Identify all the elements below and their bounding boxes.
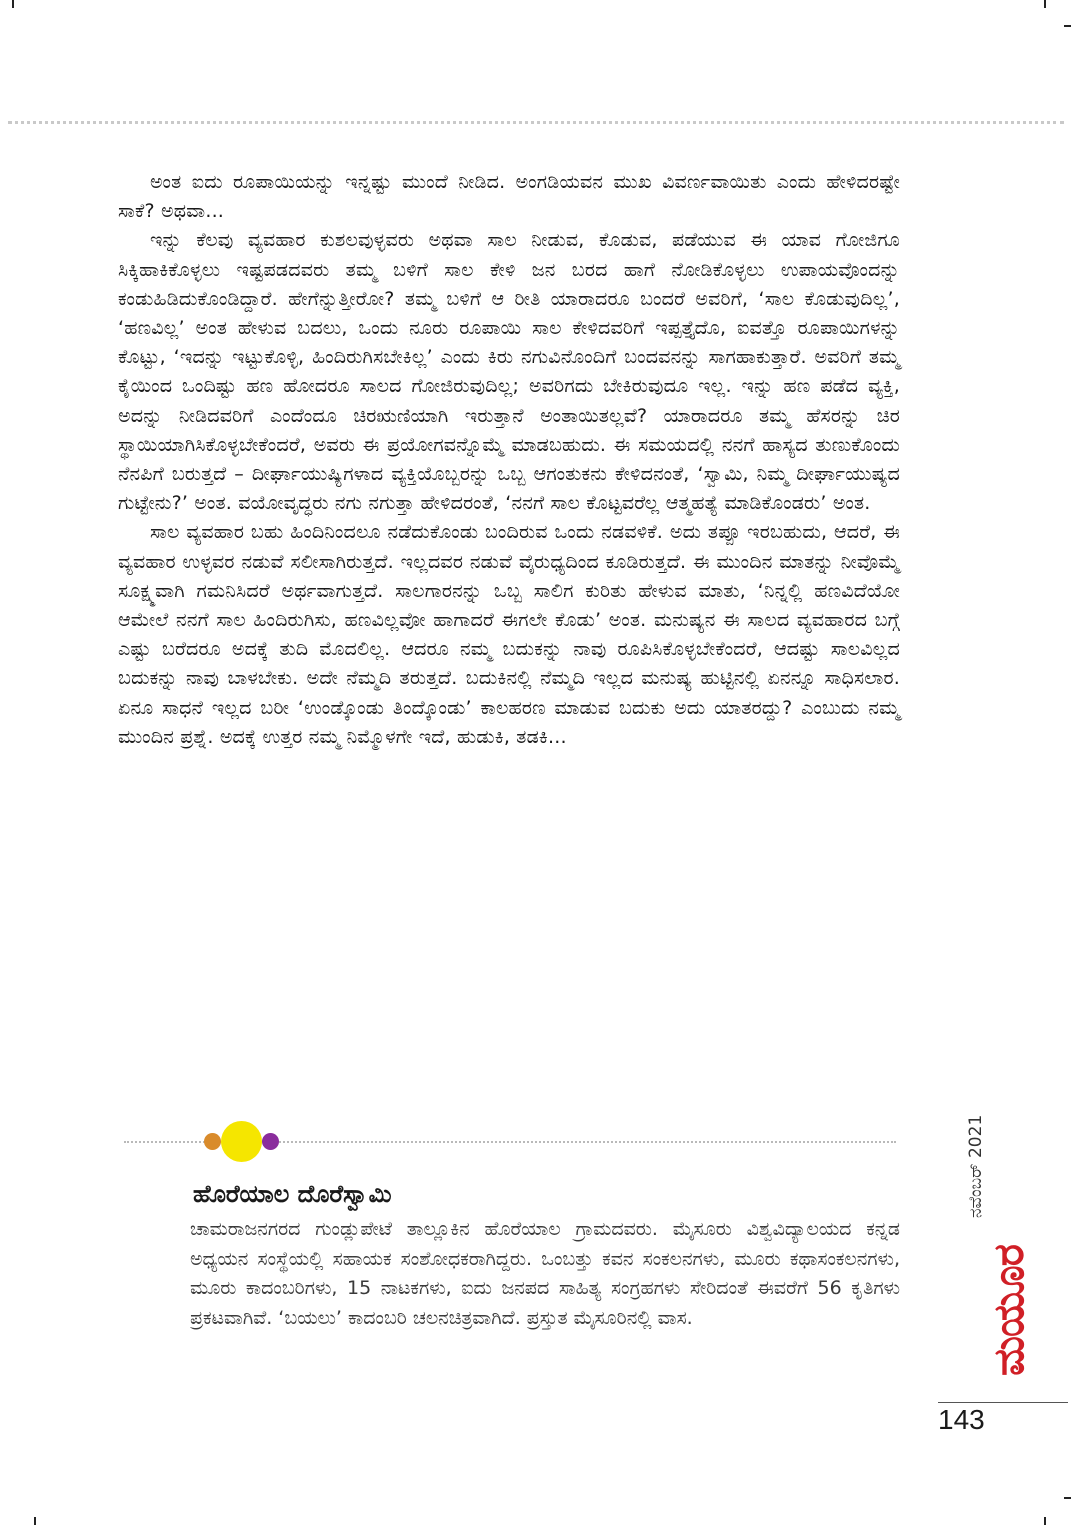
header-dotted-rule [8,121,1064,124]
issue-date: ನವೆಂಬರ್ 2021 [966,1114,986,1218]
orange-dot-ornament [204,1133,221,1150]
page-number: 143 [938,1404,985,1435]
purple-dot-ornament [262,1133,279,1150]
crop-mark-right-lower [1064,1497,1071,1499]
crop-mark-bottom-left [34,1517,36,1525]
author-name: ಹೊರೆಯಾಲ ದೊರೆಸ್ವಾಮಿ [193,1180,392,1208]
page-number-rule [938,1402,1068,1403]
article-paragraph: ಇನ್ನು ಕೆಲವು ವ್ಯವಹಾರ ಕುಶಲವುಳ್ಳವರು ಅಥವಾ ಸಾಲ ನೀಡುವ, ಕೊಡುವ, ಪಡೆಯುವ ಈ ಯಾವ ಗೋಜಿಗೂ ಸಿಕ್ಕಿಹಾಕಿಕೊಳ್ಳಲು ಇಷ್ಟಪಡದವರು ತಮ್ಮ ಬಳಿಗೆ ಸಾಲ ಕೇಳಿ ಜನ ಬರದ ಹಾಗೆ ನೋಡಿಕೊಳ್ಳಲು ಉಪಾಯವೊಂದನ್ನು ಕಂಡುಹಿಡಿದುಕೊಂಡಿದ್ದಾರೆ. ಹೇಗೆನ್ನುತ್ತೀರೋ? ತಮ್ಮ ಬಳಿಗೆ ಆ ರೀತಿ ಯಾರಾದರೂ ಬಂದರೆ ಅವರಿಗೆ, ‘ಸಾಲ ಕೊಡುವುದಿಲ್ಲ’, ‘ಹಣವಿಲ್ಲ’ ಅಂತ ಹೇಳುವ ಬದಲು, ಒಂದು ನೂರು ರೂಪಾಯಿ ಸಾಲ ಕೇಳಿದವರಿಗೆ ಇಪ್ಪತ್ತೈದೊ, ಐವತ್ತೊ ರೂಪಾಯಿಗಳನ್ನು ಕೊಟ್ಟು, ‘ಇದನ್ನು ಇಟ್ಟುಕೊಳ್ಳಿ, ಹಿಂದಿರುಗಿಸಬೇಕಿಲ್ಲ’ ಎಂದು ಕಿರು ನಗುವಿನೊಂದಿಗೆ ಬಂದವನನ್ನು ಸಾಗಹಾಕುತ್ತಾರೆ. ಅವರಿಗೆ ತಮ್ಮ ಕೈಯಿಂದ ಒಂದಿಷ್ಟು ಹಣ ಹೋದರೂ ಸಾಲದ ಗೋಜಿರುವುದಿಲ್ಲ; ಅವರಿಗದು ಬೇಕಿರುವುದೂ ಇಲ್ಲ. ಇನ್ನು ಹಣ ಪಡೆದ ವ್ಯಕ್ತಿ, ಅದನ್ನು ನೀಡಿದವರಿಗೆ ಎಂದೆಂದೂ ಚಿರಋಣಿಯಾಗಿ ಇರುತ್ತಾನೆ ಅಂತಾಯಿತಲ್ಲವೆ? ಯಾರಾದರೂ ತಮ್ಮ ಹೆಸರನ್ನು ಚಿರ ಸ್ಥಾಯಿಯಾಗಿಸಿಕೊಳ್ಳಬೇಕೆಂದರೆ, ಅವರು ಈ ಪ್ರಯೋಗವನ್ನೊಮ್ಮೆ ಮಾಡಬಹುದು. ಈ ಸಮಯದಲ್ಲಿ ನನಗೆ ಹಾಸ್ಯದ ತುಣುಕೊಂದು ನೆನಪಿಗೆ ಬರುತ್ತದೆ – ದೀರ್ಘಾಯುಷ್ಯಿಗಳಾದ ವ್ಯಕ್ತಿಯೊಬ್ಬರನ್ನು ಒಬ್ಬ ಆಗಂತುಕನು ಕೇಳಿದನಂತೆ, ‘ಸ್ವಾಮಿ, ನಿಮ್ಮ ದೀರ್ಘಾಯುಷ್ಯದ ಗುಟ್ಟೇನು?’ ಅಂತ. ವಯೋವೃದ್ಧರು ನಗು ನಗುತ್ತಾ ಹೇಳಿದರಂತೆ, ‘ನನಗೆ ಸಾಲ ಕೊಟ್ಟವರೆಲ್ಲ ಆತ್ಮಹತ್ಯೆ ಮಾಡಿಕೊಂಡರು’ ಅಂತ. [118,229,900,515]
yellow-dot-ornament [221,1121,262,1162]
article-paragraph: ಅಂತ ಐದು ರೂಪಾಯಿಯನ್ನು ಇನ್ನಷ್ಟು ಮುಂದೆ ನೀಡಿದ. ಅಂಗಡಿಯವನ ಮುಖ ವಿವರ್ಣವಾಯಿತು ಎಂದು ಹೇಳಿದರಷ್ಟೇ ಸಾಕೆ? ಅಥವಾ... [118,171,900,223]
crop-mark-bottom-right [1044,1517,1046,1525]
magazine-logo: ಮಯೂರ [984,1245,1033,1376]
crop-mark-right-upper [1064,25,1071,27]
article-paragraph: ಸಾಲ ವ್ಯವಹಾರ ಬಹು ಹಿಂದಿನಿಂದಲೂ ನಡೆದುಕೊಂಡು ಬಂದಿರುವ ಒಂದು ನಡವಳಿಕೆ. ಅದು ತಪ್ಪೂ ಇರಬಹುದು, ಆದರೆ, ಈ ವ್ಯವಹಾರ ಉಳ್ಳವರ ನಡುವೆ ಸಲೀಸಾಗಿರುತ್ತದೆ. ಇಲ್ಲದವರ ನಡುವೆ ವೈರುಧ್ಯದಿಂದ ಕೂಡಿರುತ್ತದೆ. ಈ ಮುಂದಿನ ಮಾತನ್ನು ನೀವೊಮ್ಮೆ ಸೂಕ್ಷ್ಮವಾಗಿ ಗಮನಿಸಿದರೆ ಅರ್ಥವಾಗುತ್ತದೆ. ಸಾಲಗಾರನನ್ನು ಒಬ್ಬ ಸಾಲಿಗ ಕುರಿತು ಹೇಳುವ ಮಾತು, ‘ನಿನ್ನಲ್ಲಿ ಹಣವಿದೆಯೋ ಆಮೇಲೆ ನನಗೆ ಸಾಲ ಹಿಂದಿರುಗಿಸು, ಹಣವಿಲ್ಲವೋ ಹಾಗಾದರೆ ಈಗಲೇ ಕೊಡು’ ಅಂತ. ಮನುಷ್ಯನ ಈ ಸಾಲದ ವ್ಯವಹಾರದ ಬಗ್ಗೆ ಎಷ್ಟು ಬರೆದರೂ ಅದಕ್ಕೆ ತುದಿ ಮೊದಲಿಲ್ಲ. ಆದರೂ ನಮ್ಮ ಬದುಕನ್ನು ನಾವು ರೂಪಿಸಿಕೊಳ್ಳಬೇಕೆಂದರೆ, ಆದಷ್ಟು ಸಾಲವಿಲ್ಲದ ಬದುಕನ್ನು ನಾವು ಬಾಳಬೇಕು. ಅದೇ ನೆಮ್ಮದಿ ತರುತ್ತದೆ. ಬದುಕಿನಲ್ಲಿ ನೆಮ್ಮದಿ ಇಲ್ಲದ ಮನುಷ್ಯ ಹುಟ್ಟಿನಲ್ಲಿ ಏನನ್ನೂ ಸಾಧಿಸಲಾರ. ಏನೂ ಸಾಧನೆ ಇಲ್ಲದ ಬರೀ ‘ಉಂಡ್ಕೊಂಡು ತಿಂದ್ಕೊಂಡು’ ಕಾಲಹರಣ ಮಾಡುವ ಬದುಕು ಅದು ಯಾತರದ್ದು? ಎಂಬುದು ನಮ್ಮ ಮುಂದಿನ ಪ್ರಶ್ನೆ. ಅದಕ್ಕೆ ಉತ್ತರ ನಮ್ಮ ನಿಮ್ಮೊಳಗೇ ಇದೆ, ಹುಡುಕಿ, ತಡಕಿ... [118,521,900,748]
crop-mark-top-left [12,0,14,8]
author-bio: ಚಾಮರಾಜನಗರದ ಗುಂಡ್ಲುಪೇಟೆ ತಾಲ್ಲೂಕಿನ ಹೊರೆಯಾಲ ಗ್ರಾಮದವರು. ಮೈಸೂರು ವಿಶ್ವವಿದ್ಯಾಲಯದ ಕನ್ನಡ ಅಧ್ಯಯನ ಸಂಸ್ಥೆಯಲ್ಲಿ ಸಹಾಯಕ ಸಂಶೋಧಕರಾಗಿದ್ದರು. ಒಂಬತ್ತು ಕವನ ಸಂಕಲನಗಳು, ಮೂರು ಕಥಾಸಂಕಲನಗಳು, ಮೂರು ಕಾದಂಬರಿಗಳು, 15 ನಾಟಕಗಳು, ಐದು ಜನಪದ ಸಾಹಿತ್ಯ ಸಂಗ್ರಹಗಳು ಸೇರಿದಂತೆ ಈವರೆಗೆ 56 ಕೃತಿಗಳು ಪ್ರಕಟವಾಗಿವೆ. ‘ಬಯಲು’ ಕಾದಂಬರಿ ಚಲನಚಿತ್ರವಾಗಿದೆ. ಪ್ರಸ್ತುತ ಮೈಸೂರಿನಲ್ಲಿ ವಾಸ. [190,1218,900,1329]
article-body [118,168,900,752]
crop-mark-top-right [1044,0,1046,8]
